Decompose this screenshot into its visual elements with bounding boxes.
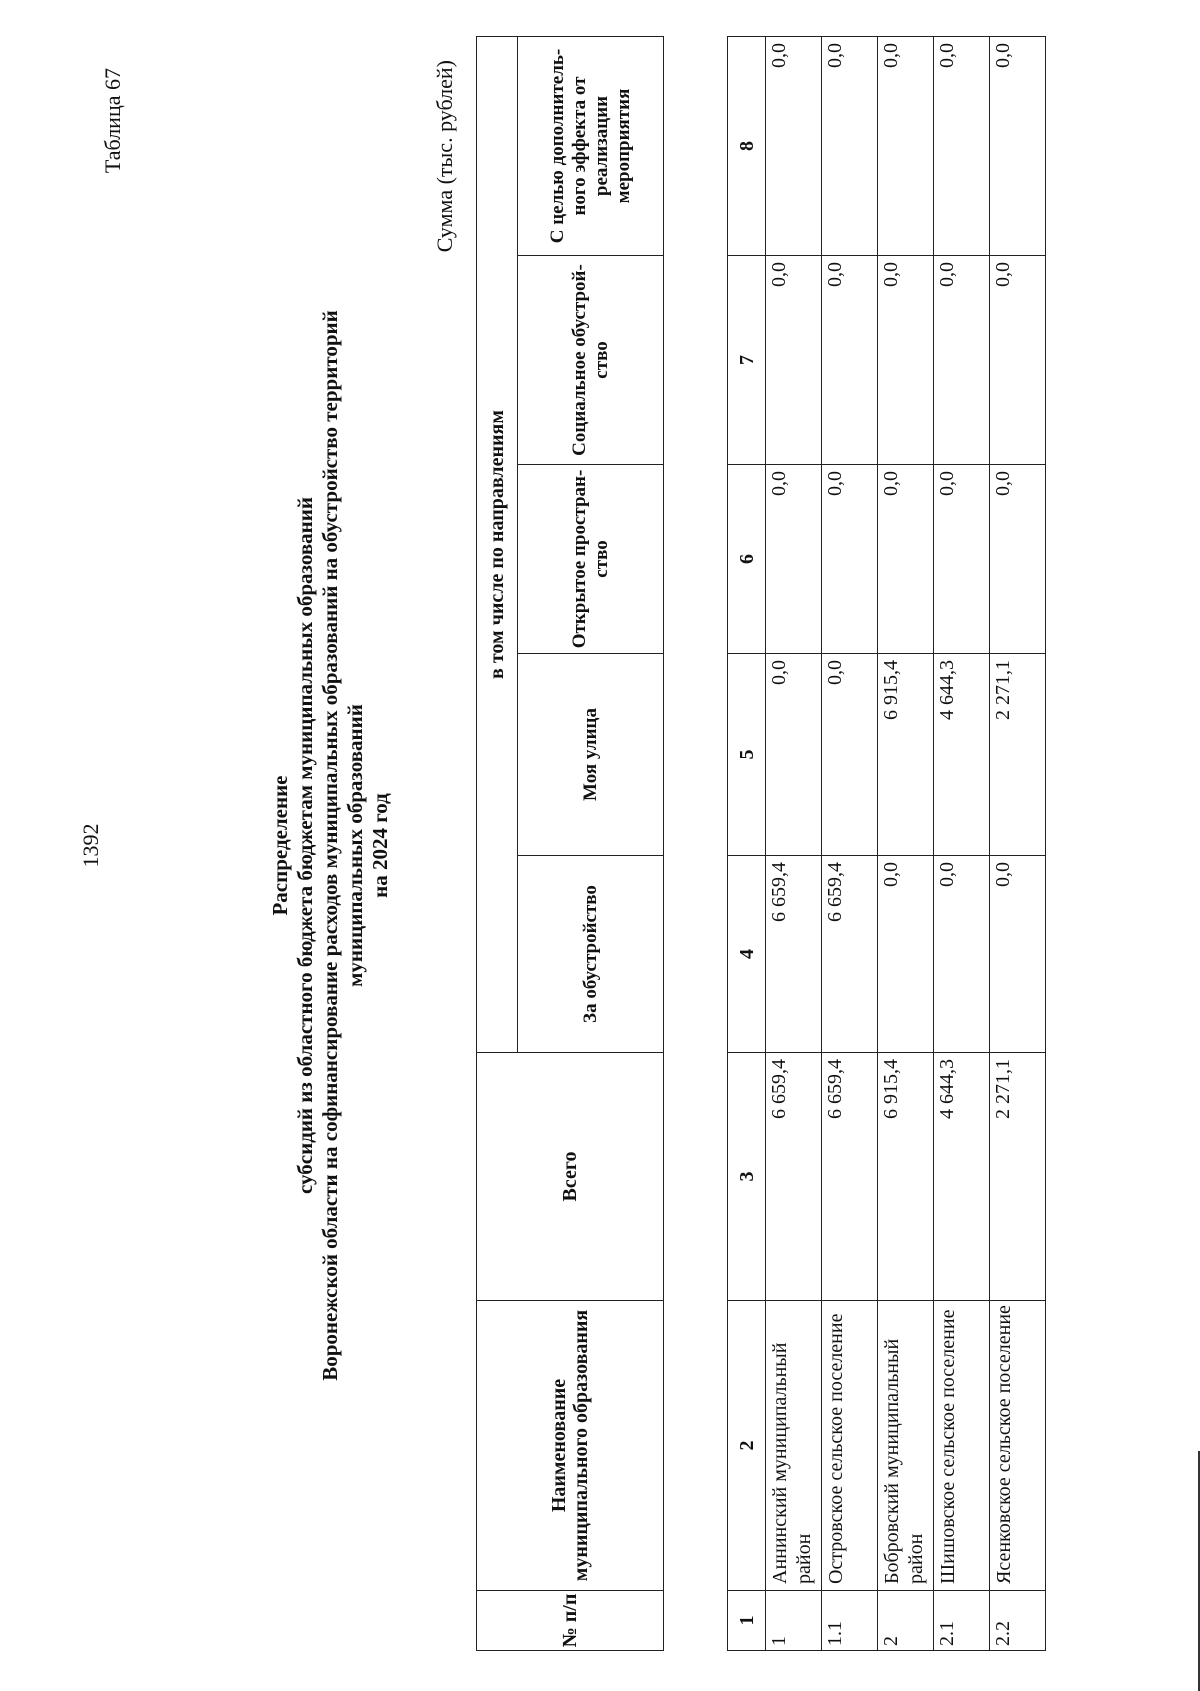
row-name: Шишовское сельское поселение [934,1301,990,1591]
table-body [727,36,1046,1651]
column-number-row [728,37,766,1651]
row-col-8: 0,0 [766,37,822,256]
header-name: Наименование муниципального образования [477,1301,664,1591]
header-col-7: Социальное обустрой-ство [518,256,664,465]
row-col-5: 4 644,3 [934,654,990,856]
row-col-5: 0,0 [766,654,822,856]
row-name: Ясенковское сельское поселение [990,1301,1046,1591]
header-no: № п/п [477,1591,664,1651]
row-total: 2 271,1 [990,1053,1046,1301]
row-name: Аннинский муниципальный район [766,1301,822,1591]
row-col-8: 0,0 [878,37,934,256]
column-number: 4 [728,856,766,1053]
column-number: 5 [728,654,766,856]
row-col-8: 0,0 [934,37,990,256]
header-col-4: За обустройство [518,856,664,1053]
units-note: Сумма (тыс. рублей) [432,60,457,253]
row-col-4: 0,0 [934,856,990,1053]
table-row [934,37,990,1651]
row-col-6: 0,0 [766,465,822,654]
page-number: 1392 [78,823,103,868]
table-row [878,37,934,1651]
row-col-7: 0,0 [934,256,990,465]
row-total: 4 644,3 [934,1053,990,1301]
header-group: в том числе по направлениям [477,36,518,1052]
table-row [766,37,822,1651]
table-row [990,37,1046,1651]
row-name: Бобровский муниципальный район [878,1301,934,1591]
row-col-5: 2 271,1 [990,654,1046,856]
header-col-5: Моя улица [518,654,664,856]
column-number: 7 [728,256,766,465]
row-col-7: 0,0 [878,256,934,465]
title-line-2: субсидий из областного бюджета бюджетам муниципальных образований [293,497,317,1194]
header-total: Всего [477,1053,664,1301]
document-title [268,0,393,1691]
row-col-6: 0,0 [878,465,934,654]
row-number: 1.1 [822,1591,878,1651]
title-line-5: на 2024 год [368,793,392,898]
row-name: Островское сельское поселение [822,1301,878,1591]
header-col-6: Открытое простран-ство [518,465,664,654]
title-line-1: Распределение [268,775,292,916]
row-number: 2.1 [934,1591,990,1651]
row-col-7: 0,0 [822,256,878,465]
column-number: 6 [728,465,766,654]
row-col-6: 0,0 [822,465,878,654]
row-total: 6 659,4 [766,1053,822,1301]
row-col-5: 6 915,4 [878,654,934,856]
row-col-4: 0,0 [878,856,934,1053]
row-number: 1 [766,1591,822,1651]
row-col-7: 0,0 [766,256,822,465]
row-col-6: 0,0 [934,465,990,654]
table-label: Таблица 67 [100,68,125,174]
table-row [822,37,878,1651]
column-number: 2 [728,1301,766,1591]
row-number: 2.2 [990,1591,1046,1651]
row-col-6: 0,0 [990,465,1046,654]
column-number: 1 [728,1591,766,1651]
title-line-3: Воронежской области на софинансирование расходов муниципальных образований на обустройство территорий [318,310,342,1381]
column-number: 8 [728,37,766,256]
table-header [476,36,664,1651]
row-col-4: 6 659,4 [822,856,878,1053]
row-col-7: 0,0 [990,256,1046,465]
row-col-4: 6 659,4 [766,856,822,1053]
row-col-8: 0,0 [990,37,1046,256]
header-col-8: С целью дополнитель-ного эффекта от реализации мероприятия [518,36,664,255]
title-line-4: муниципальных образований [343,704,367,987]
column-number: 3 [728,1053,766,1301]
row-total: 6 659,4 [822,1053,878,1301]
row-number: 2 [878,1591,934,1651]
row-total: 6 915,4 [878,1053,934,1301]
row-col-5: 0,0 [822,654,878,856]
row-col-8: 0,0 [822,37,878,256]
row-col-4: 0,0 [990,856,1046,1053]
